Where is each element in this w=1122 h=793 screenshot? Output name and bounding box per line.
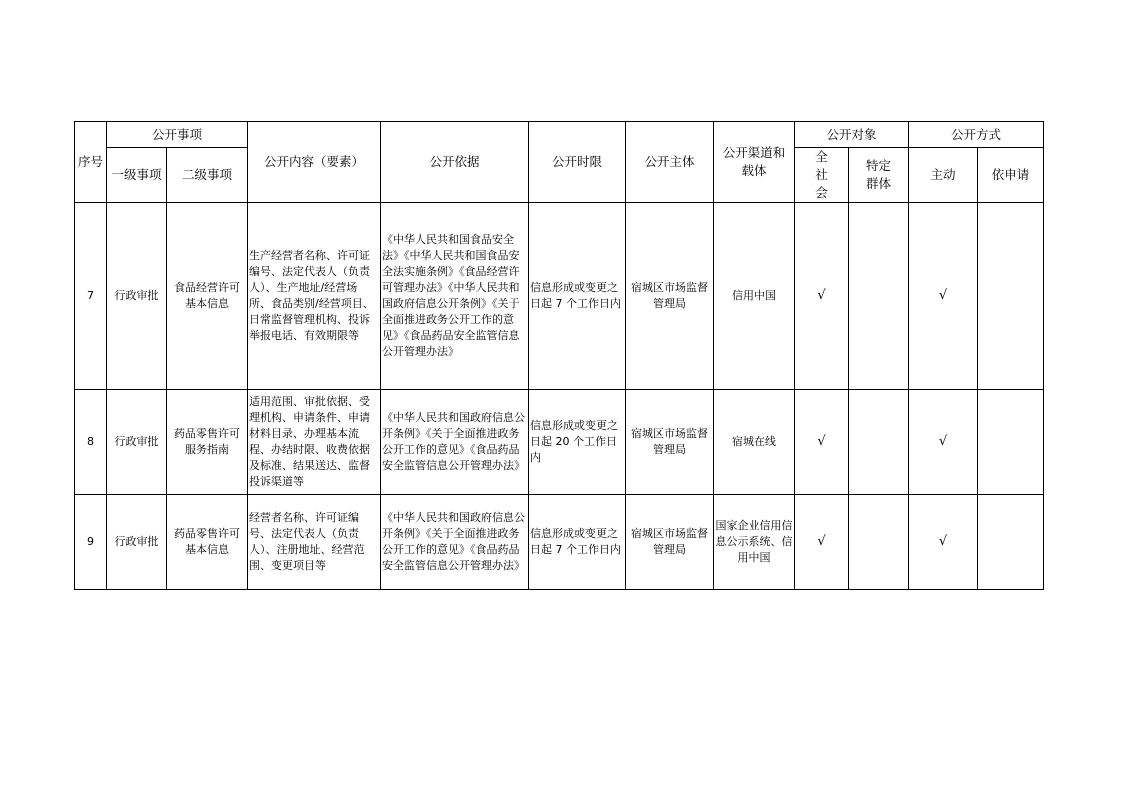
row-method-active: √: [909, 203, 978, 390]
row-level1: 行政审批: [107, 203, 167, 390]
row-audience-all: √: [795, 495, 849, 590]
header-subject: 公开主体: [626, 122, 714, 203]
row-channel: 宿城在线: [714, 390, 795, 495]
row-subject: 宿城区市场监督管理局: [626, 390, 714, 495]
row-seq: 8: [75, 390, 107, 495]
row-time-limit: 信息形成或变更之日起 7 个工作日内: [529, 495, 626, 590]
header-seq: 序号: [75, 122, 107, 203]
row-subject: 宿城区市场监督管理局: [626, 495, 714, 590]
row-level2: 药品零售许可基本信息: [167, 495, 248, 590]
header-channel: 公开渠道和载体: [714, 122, 795, 203]
row-level2: 药品零售许可服务指南: [167, 390, 248, 495]
header-level1: 一级事项: [107, 148, 167, 203]
row-basis: 《中华人民共和国食品安全法》《中华人民共和国食品安全法实施条例》《食品经营许可管理办法》《中华人民共和国政府信息公开条例》《关于全面推进政务公开工作的意见》《食品药品安全监管信息公开管理办法》: [381, 203, 529, 390]
header-time-limit: 公开时限: [529, 122, 626, 203]
header-method-group: 公开方式: [909, 122, 1044, 148]
row-audience-specific: [849, 203, 909, 390]
row-audience-all: √: [795, 203, 849, 390]
table-row: [75, 495, 1044, 590]
row-level1: 行政审批: [107, 495, 167, 590]
row-seq: 9: [75, 495, 107, 590]
row-audience-specific: [849, 390, 909, 495]
header-method-active: 主动: [909, 148, 978, 203]
row-time-limit: 信息形成或变更之日起 20 个工作日内: [529, 390, 626, 495]
header-item-group: 公开事项: [107, 122, 248, 148]
header-content: 公开内容（要素）: [248, 122, 381, 203]
header-audience-all: 全社会: [795, 148, 849, 203]
row-content: 生产经营者名称、许可证编号、法定代表人（负责人）、生产地址/经营场所、食品类别/经营项目、日常监督管理机构、投诉举报电话、有效期限等: [248, 203, 381, 390]
row-method-request: [978, 390, 1044, 495]
row-content: 经营者名称、许可证编号、法定代表人（负责人）、注册地址、经营范围、变更项目等: [248, 495, 381, 590]
row-method-request: [978, 203, 1044, 390]
row-basis: 《中华人民共和国政府信息公开条例》《关于全面推进政务公开工作的意见》《食品药品安全监管信息公开管理办法》: [381, 495, 529, 590]
row-channel: 国家企业信用信息公示系统、信用中国: [714, 495, 795, 590]
header-level2: 二级事项: [167, 148, 248, 203]
row-level1: 行政审批: [107, 390, 167, 495]
header-method-request: 依申请: [978, 148, 1044, 203]
header-basis: 公开依据: [381, 122, 529, 203]
row-content: 适用范围、审批依据、受理机构、申请条件、申请材料目录、办理基本流程、办结时限、收费依据及标准、结果送达、监督投诉渠道等: [248, 390, 381, 495]
row-method-active: √: [909, 495, 978, 590]
row-basis: 《中华人民共和国政府信息公开条例》《关于全面推进政务公开工作的意见》《食品药品安全监管信息公开管理办法》: [381, 390, 529, 495]
header-audience-specific: 特定群体: [849, 148, 909, 203]
row-level2: 食品经营许可基本信息: [167, 203, 248, 390]
header-row-1: [75, 122, 1044, 148]
row-method-active: √: [909, 390, 978, 495]
table-row: [75, 203, 1044, 390]
disclosure-table: [74, 121, 1044, 590]
row-subject: 宿城区市场监督管理局: [626, 203, 714, 390]
row-time-limit: 信息形成或变更之日起 7 个工作日内: [529, 203, 626, 390]
table-row: [75, 390, 1044, 495]
row-channel: 信用中国: [714, 203, 795, 390]
row-audience-specific: [849, 495, 909, 590]
row-audience-all: √: [795, 390, 849, 495]
row-method-request: [978, 495, 1044, 590]
header-audience-group: 公开对象: [795, 122, 909, 148]
row-seq: 7: [75, 203, 107, 390]
